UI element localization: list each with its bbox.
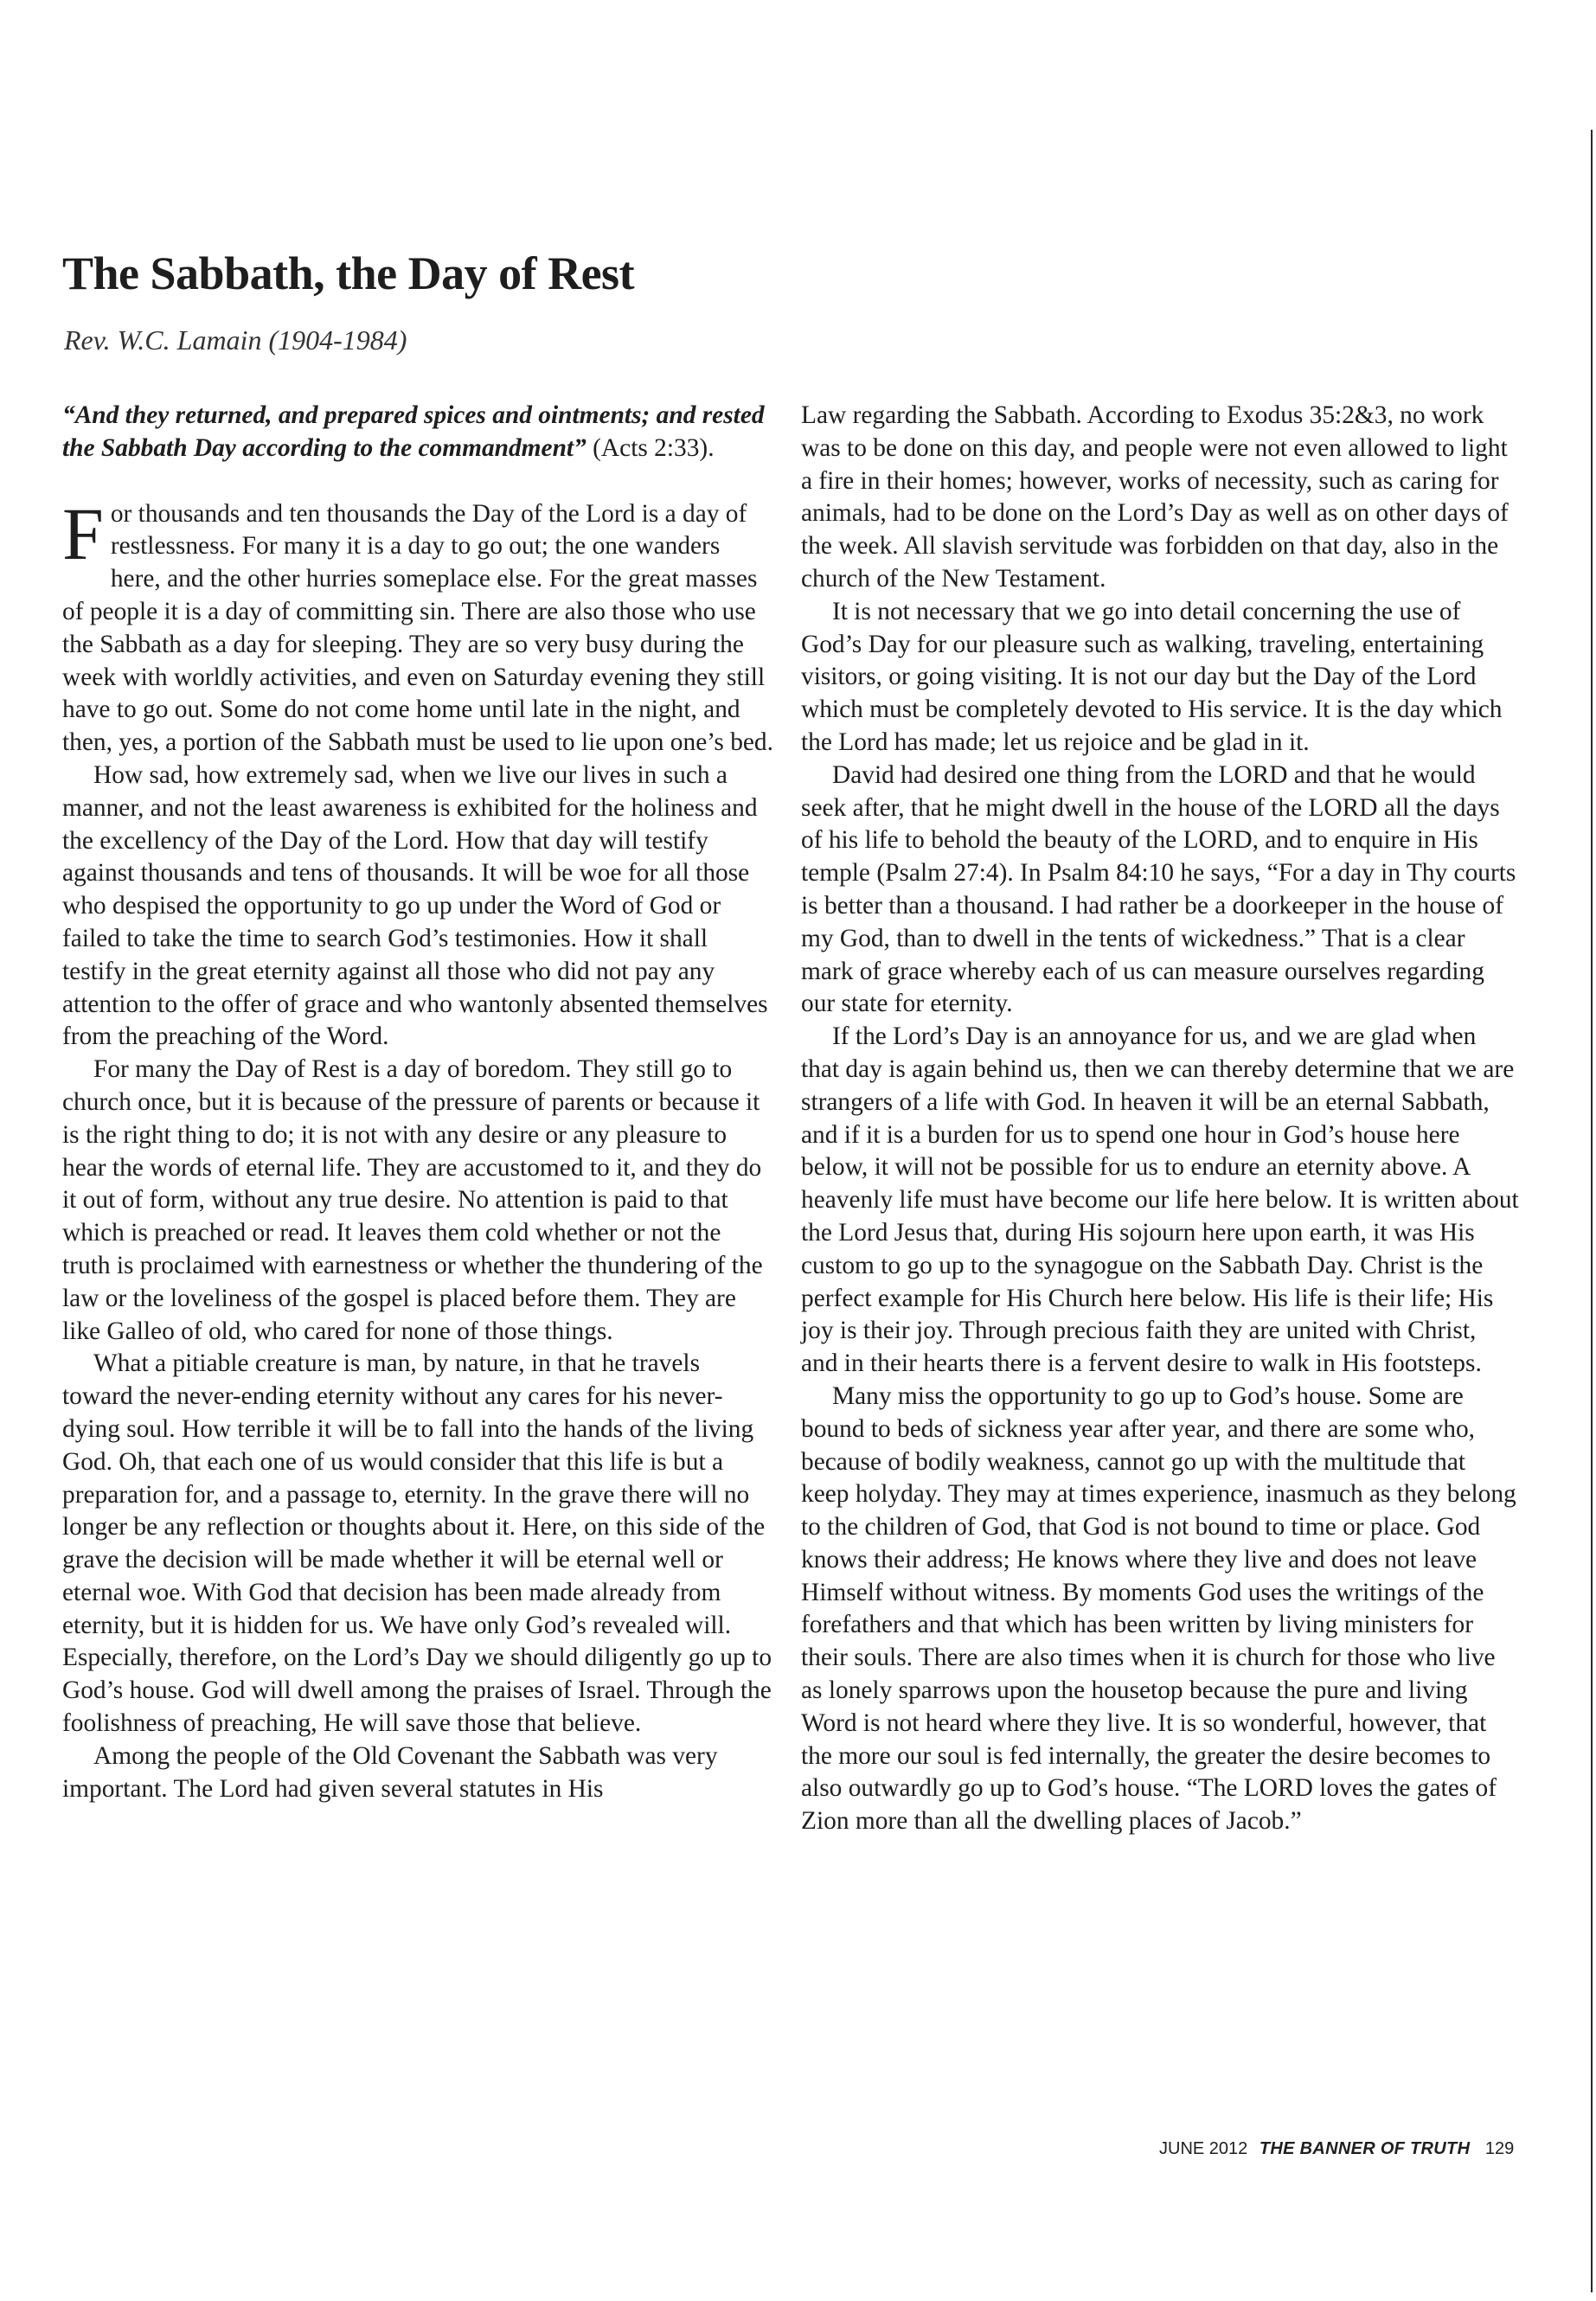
paragraph: David had desired one thing from the LORD and that he would seek after, that he might dwell in the house of the LORD all the days of his life to behold the beauty of the LORD, and to enquire in His temple (Psalm 27:4). In Psalm 84:10 he says, “For a day in Thy courts is better than a thousand. I had rather be a doorkeeper in the house of my God, than to dwell in the tents of wickedness.” That is a clear mark of grace whereby each of us can measure ourselves regarding our state for eternity.	[801, 760, 1516, 1018]
paragraph: If the Lord’s Day is an annoyance for us, and we are glad when that day is again behind us, then we can thereby determine that we are strangers of a life with God. In heaven it will be an eternal Sabbath, and if it is a burden for us to spend one hour in God’s house here below, it will not be possible for us to endure an eternity above. A heavenly life must have become our life here below. It is written about the Lord Jesus that, during His sojourn here upon earth, it was His custom to go up to the synagogue on the Sabbath Day. Christ is the perfect example for His Church here below. His life is their life; His joy is their joy. Through precious faith they are united with Christ, and in their hearts there is a fervent desire to walk in His footsteps.	[801, 1022, 1519, 1378]
paragraph: How sad, how extremely sad, when we live our lives in such a manner, and not the least awareness is exhibited for the holiness and the excellency of the Day of the Lord. How that day will testify against thousands and tens of thousands. It will be woe for all those who despised the opportunity to go up under the Word of God or failed to take the time to search God’s testimonies. How it shall testify in the great eternity against all those who did not pay any attention to the offer of grace and who wantonly absented themselves from the preaching of the Word.	[62, 760, 768, 1051]
epigraph	[62, 400, 775, 465]
page-footer	[1159, 2139, 1514, 2159]
article-title: The Sabbath, the Day of Rest	[62, 247, 635, 299]
paragraph: Law regarding the Sabbath. According to Exodus 35:2&3, no work was to be done on this day, and people were not even allowed to light a fire in their homes; however, works of necessity, such as caring for animals, had to be done on the Lord’s Day as well as on other days of the week. All slavish servitude was forbidden on that day, also in the church of the New Testament.	[801, 401, 1509, 593]
epigraph-quote: “And they returned, and prepared spices and ointments; and rested the Sabbath Day according to the commandment”	[62, 401, 765, 462]
footer-date: JUNE 2012	[1159, 2139, 1248, 2158]
page-edge-line	[1591, 130, 1593, 2292]
paragraph-text: or thousands and ten thousands the Day of the Lord is a day of restlessness. For many it is a day to go out; the one wanders here, and the other hurries someplace else. For the great masses of people it is a day of committing sin. There are also those who use the Sabbath as a day for sleeping. They are so very busy during the week with worldly activities, and even on Saturday evening they still have to go out. Some do not come home until late in the night, and then, yes, a portion of the Sabbath must be used to lie upon one’s bed.	[62, 499, 773, 757]
paragraph	[62, 491, 775, 760]
paragraph: It is not necessary that we go into detail concerning the use of God’s Day for our pleasure such as walking, traveling, entertaining visitors, or going visiting. It is not our day but the Day of the Lord which must be completely devoted to His service. It is the day which the Lord has made; let us rejoice and be glad in it.	[801, 597, 1503, 756]
left-column	[62, 400, 775, 1805]
paragraph: Among the people of the Old Covenant the Sabbath was very important. The Lord had given several statutes in His	[62, 1741, 718, 1803]
right-column	[801, 400, 1519, 1838]
paragraph: What a pitiable creature is man, by nature, in that he travels toward the never-ending eternity without any cares for his never-dying soul. How terrible it will be to fall into the hands of the living God. Oh, that each one of us would consider that this life is but a preparation for, and a passage to, eternity. In the grave there will no longer be any reflection or thoughts about it. Here, on this side of the grave the decision will be made whether it will be eternal well or eternal woe. With God that decision has been made already from eternity, but it is hidden for us. We have only God’s revealed will. Especially, therefore, on the Lord’s Day we should diligently go up to God’s house. God will dwell among the praises of Israel. Through the foolishness of preaching, He will save those that believe.	[62, 1349, 772, 1738]
epigraph-reference: (Acts 2:33).	[586, 433, 715, 462]
paragraph: Many miss the opportunity to go up to God’s house. Some are bound to beds of sickness year after year, and there are some who, because of bodily weakness, cannot go up with the multitude that keep holyday. They may at times experience, inasmuch as they belong to the children of God, that God is not bound to time or place. God knows their address; He knows where they live and does not leave Himself without witness. By moments God uses the writings of the forefathers and that which has been written by living ministers for their souls. There are also times when it is church for those who live as lonely sparrows upon the housetop because the pure and living Word is not heard where they live. It is so wonderful, however, that the more our soul is fed internally, the greater the desire becomes to also outwardly go up to God’s house. “The LORD loves the gates of Zion more than all the dwelling places of Jacob.”	[801, 1381, 1516, 1836]
drop-cap: F	[62, 491, 104, 575]
footer-magazine-name: THE BANNER OF TRUTH	[1259, 2139, 1471, 2158]
page-number: 129	[1484, 2139, 1515, 2158]
paragraph: For many the Day of Rest is a day of boredom. They still go to church once, but it is because of the pressure of parents or because it is the right thing to do; it is not with any desire or any pleasure to hear the words of eternal life. They are accustomed to it, and they do it out of form, without any true desire. No attention is paid to that which is preached or read. It leaves them cold whether or not the truth is proclaimed with earnestness or whether the thundering of the law or the loveliness of the gospel is placed before them. They are like Galleo of old, who cared for none of those things.	[62, 1055, 763, 1345]
article-author: Rev. W.C. Lamain (1904-1984)	[64, 324, 407, 356]
